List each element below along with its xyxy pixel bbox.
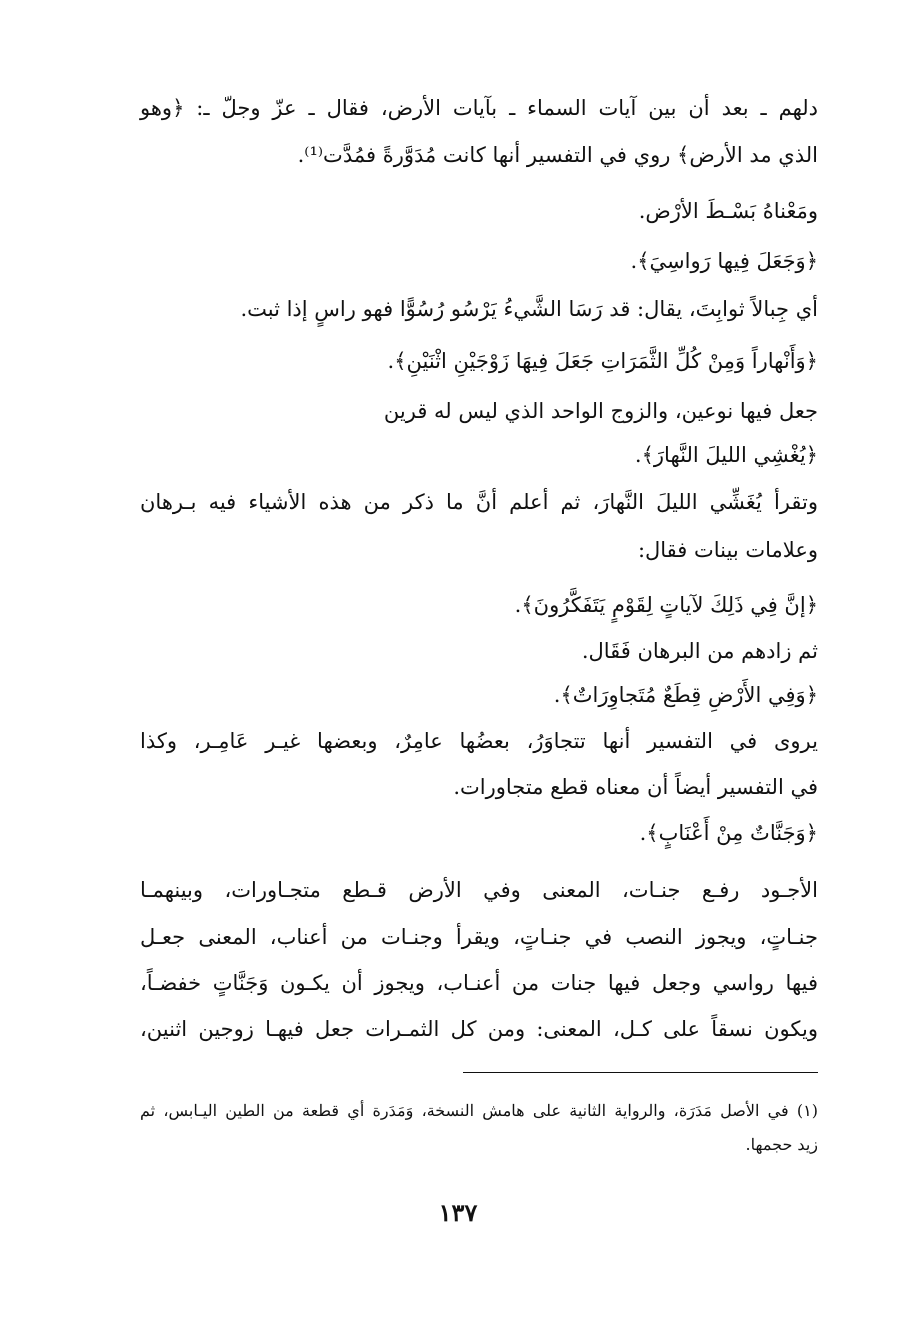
quran-verse-6: ﴿وَجَنَّاتٌ مِنْ أَعْنَابٍ﴾. (639, 821, 818, 845)
text-line-2: الذي مد الأرض﴾ روي في التفسير أنها كانت مُدَوَّرةً فمُدَّت⁽¹⁾. (297, 143, 818, 167)
text-line-9: وتقرأ يُغَشِّي الليلَ النَّهارَ، ثم أعلم أنَّ ما ذكر من هذه الأشياء فيه بـرهان (140, 490, 818, 514)
quran-verse-3: ﴿يُغْشِي الليلَ النَّهارَ﴾. (634, 443, 818, 467)
text-line-10: وعلامات بينات فقال: (637, 538, 818, 562)
text-line-7: جعل فيها نوعين، والزوج الواحد الذي ليس له قرين (383, 399, 818, 423)
text-line-18: جنـاتٍ، ويجوز النصب في جنـاتٍ، ويقرأ وجنـات من أعناب، المعنى جعـل (140, 925, 819, 949)
text-line-14: يروى في التفسير أنها تتجاوَرُ، بعضُها عامِرٌ، وبعضها غيـر عَامِـر، وكذا (140, 729, 818, 753)
text-line-5: أي جِبالاً ثوابِتَ، يقال: قد رَسَا الشَّيءُ يَرْسُو رُسُوًّا فهو راسٍ إذا ثبت. (240, 297, 818, 321)
quran-verse-2: ﴿وَأَنْهاراً وَمِنْ كُلِّ الثَّمَرَاتِ جَعَلَ فِيهَا زَوْجَيْنِ اثْنَيْنِ﴾. (387, 349, 818, 373)
quran-verse-1: ﴿وَجَعَلَ فِيها رَواسِيَ﴾. (630, 249, 818, 273)
text-line-1: دلهم ـ بعد أن بين آيات السماء ـ بآيات الأرض، فقال ـ عزّ وجلّ ـ: ﴿وهو (140, 96, 818, 120)
text-line-3: ومَعْناهُ بَسْـطَ الأرْض. (638, 199, 818, 223)
text-line-15: في التفسير أيضاً أن معناه قطع متجاورات. (453, 775, 818, 799)
text-line-20: ويكون نسقاً على كـل، المعنى: ومن كل الثمـرات جعل فيهـا زوجين اثنين، (140, 1017, 818, 1041)
text-line-19: فيها رواسي وجعل فيها جنات من أعنـاب، ويجوز أن يكـون وَجَنَّاتٍ خفضـاً، (140, 971, 818, 995)
page-number: ١٣٧ (438, 1198, 478, 1227)
footnote-divider (463, 1072, 818, 1073)
quran-verse-4: ﴿إنَّ فِي ذَلِكَ لآياتٍ لِقَوْمٍ يَتَفَكَّرُونَ﴾. (514, 593, 818, 617)
quran-verse-5: ﴿وَفِي الأَرْضِ قِطَعٌ مُتَجاوِرَاتٌ﴾. (553, 683, 818, 707)
text-line-12: ثم زادهم من البرهان فَقَال. (581, 639, 818, 663)
footnote-line-1: (١) في الأصل مَدَرَة، والرواية الثانية على هامش النسخة، وَمَدَرة أي قطعة من الطين اليـابس، ثم (140, 1101, 818, 1120)
footnote-line-2: زيد حجمها. (745, 1135, 818, 1154)
text-line-17: الأجـود رفـع جنـات، المعنى وفي الأرض قـطع متجـاورات، وبينهمـا (140, 878, 818, 902)
